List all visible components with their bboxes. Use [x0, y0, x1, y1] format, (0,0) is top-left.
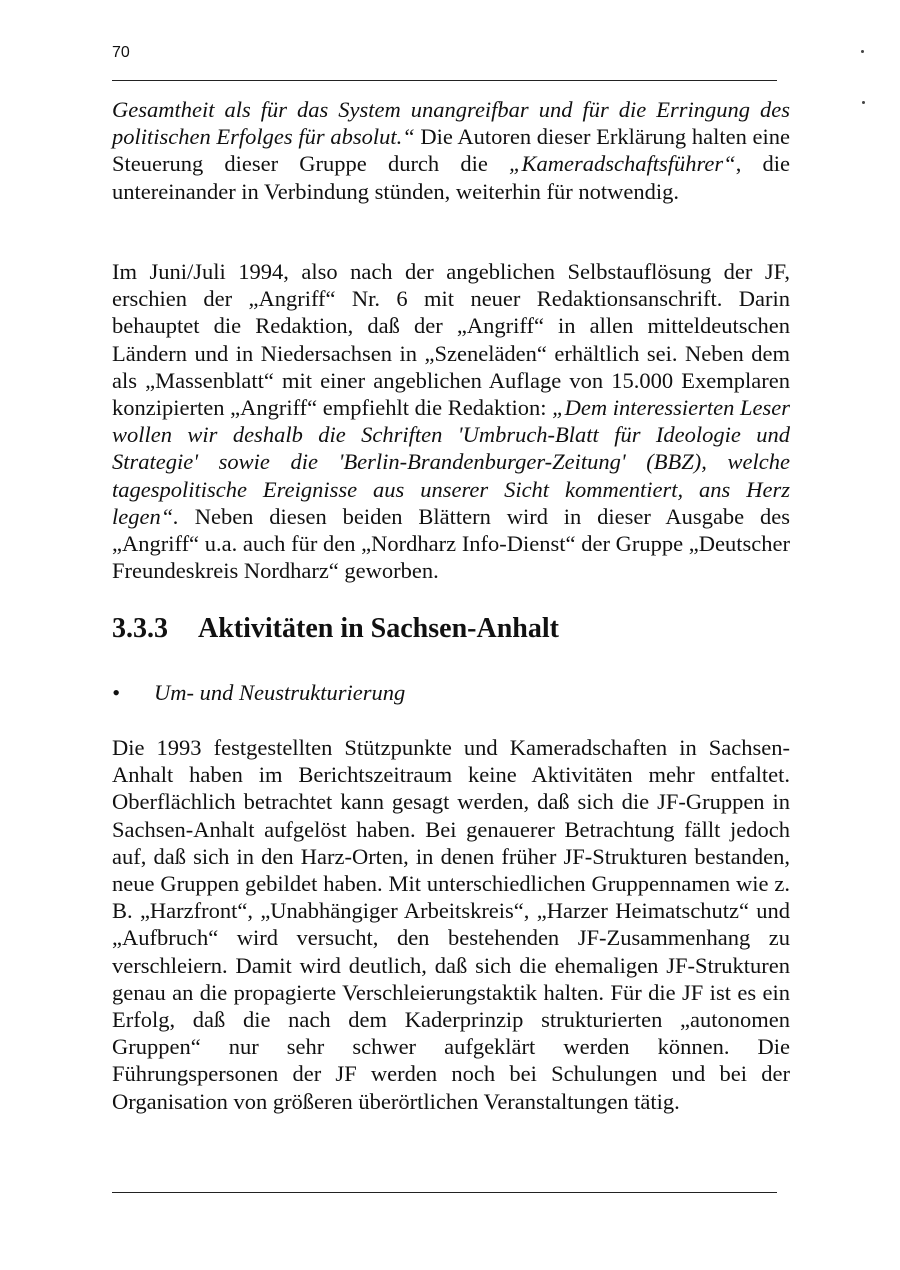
footer-rule [112, 1192, 777, 1193]
quote-italic: „Dem interessierten Leser wollen wir deshalb die Schriften 'Umbruch-Blatt für Ideologie und Strategie' sowie die 'Berlin-Brandenburger-Zeitung' (BBZ), welche tagespolitische Ereignisse aus unserer Sicht kommentiert, ans Herz legen“. [112, 395, 790, 529]
paragraph-text: Neben diesen beiden Blättern wird in dieser Ausgabe des „Angriff“ u.a. auch für den „Nordharz Info-Dienst“ der Gruppe „Deutscher Freundeskreis Nordharz“ geworben. [112, 503, 790, 584]
term-italic: „Kameradschaftsführer“ [509, 151, 736, 177]
scan-speck [862, 101, 865, 104]
section-number: 3.3.3 [112, 613, 168, 644]
section-title: Aktivitäten in Sachsen-Anhalt [198, 613, 559, 644]
paragraph-continuation [112, 96, 790, 205]
page-number: 70 [112, 44, 130, 61]
paragraph-text: , die untereinander in Verbindung stünden, weiterhin für notwendig. [112, 151, 790, 204]
paragraph-text: Im Juni/Juli 1994, also nach der angeblichen Selbstauflösung der JF, erschien der „Angriff“ Nr. 6 mit neuer Redaktionsanschrift. Darin behauptet die Redaktion, daß der „Angriff“ in allen mitteldeutschen Ländern und in Niedersachsen in „Szeneläden“ erhältlich sei. Neben dem als „Massenblatt“ mit einer angeblichen Auflage von 15.000 Exemplaren konzipierten „Angriff“ empfiehlt die Redaktion: [112, 259, 790, 421]
paragraph-text: Die Autoren dieser Erklärung halten eine Steuerung dieser Gruppe durch die [112, 124, 790, 177]
paragraph-sachsen-anhalt: Die 1993 festgestellten Stützpunkte und Kameradschaften in Sachsen-Anhalt haben im Berichtszeitraum keine Aktivitäten mehr entfaltet. Oberflächlich betrachtet kann gesagt werden, daß sich die JF-Gruppen in Sachsen-Anhalt aufgelöst haben. Bei genauerer Betrachtung fällt jedoch auf, daß sich in den Harz-Orten, in denen früher JF-Strukturen bestanden, neue Gruppen gebildet haben. Mit unterschiedlichen Gruppennamen wie z. B. „Harzfront“, „Unabhängiger Arbeitskreis“, „Harzer Heimatschutz“ und „Aufbruch“ wird versucht, den bestehenden JF-Zusammenhang zu verschleiern. Damit wird deutlich, daß sich die ehemaligen JF-Strukturen genau an die propagierte Verschleierungstaktik halten. Für die JF ist es ein Erfolg, daß die nach dem Kaderprinzip strukturierten „autonomen Gruppen“ nur sehr schwer aufgeklärt werden können. Die Führungspersonen der JF werden noch bei Schulungen und bei der Organisation von größeren überörtlichen Veranstaltungen tätig. [112, 735, 790, 1114]
paragraph-angriff [112, 258, 790, 584]
bullet-subheading [112, 680, 405, 706]
section-heading [112, 613, 559, 645]
subheading-label: Um- und Neustrukturierung [154, 680, 406, 705]
quote-italic: Gesamtheit als für das System unangreifbar und für die Erringung des politischen Erfolges für absolut.“ [112, 97, 790, 150]
scan-speck [861, 50, 864, 53]
bullet-marker: • [112, 680, 120, 705]
header-rule [112, 80, 777, 81]
